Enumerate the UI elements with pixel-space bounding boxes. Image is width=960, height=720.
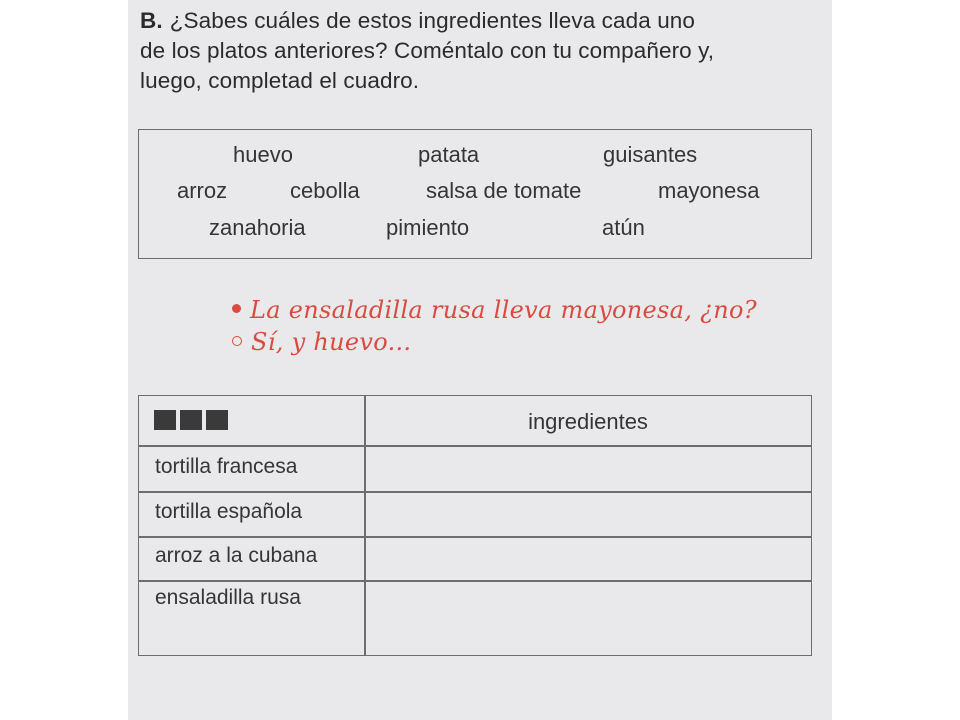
ingredient-word: salsa de tomate — [426, 178, 582, 203]
ingredients-column-header: ingredientes — [528, 409, 648, 434]
ingredient-word-box — [138, 129, 812, 259]
dish-ingredients-table — [138, 395, 812, 656]
ingredient-word: pimiento — [386, 215, 470, 240]
ingredient-word: mayonesa — [658, 178, 760, 203]
table-row-label: tortilla española — [155, 500, 303, 523]
header-block — [206, 410, 228, 430]
ingredient-word: patata — [418, 142, 480, 167]
dialogue-line-question — [232, 296, 757, 324]
header-blocks — [154, 410, 228, 430]
header-block — [180, 410, 202, 430]
instruction-line-3: luego, completad el cuadro. — [140, 68, 420, 93]
filled-bullet-icon — [232, 304, 241, 313]
exercise-label: B. — [140, 8, 163, 33]
ingredient-word: cebolla — [290, 178, 360, 203]
row-divider — [139, 580, 811, 582]
instruction-text-1: ¿Sabes cuáles de estos ingredientes lleva cada uno — [169, 8, 696, 33]
open-bullet-icon — [232, 336, 242, 346]
instruction-line-2: de los platos anteriores? Coméntalo con tu compañero y, — [140, 38, 715, 63]
table-row-label: ensaladilla rusa — [155, 586, 301, 609]
instruction-line-1 — [140, 6, 820, 36]
ingredient-word: arroz — [177, 178, 228, 203]
ingredient-word: zanahoria — [209, 215, 306, 240]
dialogue-text: La ensaladilla rusa lleva mayonesa, ¿no? — [250, 296, 757, 324]
dialogue-text: Sí, y huevo... — [251, 328, 412, 356]
ingredient-word: huevo — [233, 142, 293, 167]
row-divider — [139, 491, 811, 493]
table-row-label: tortilla francesa — [155, 455, 298, 478]
row-divider — [139, 536, 811, 538]
dialogue-line-answer — [232, 328, 411, 356]
ingredient-word: guisantes — [603, 142, 698, 167]
exercise-instruction — [140, 6, 820, 96]
ingredient-word: atún — [602, 215, 645, 240]
table-row-label: arroz a la cubana — [155, 544, 318, 567]
header-block — [154, 410, 176, 430]
